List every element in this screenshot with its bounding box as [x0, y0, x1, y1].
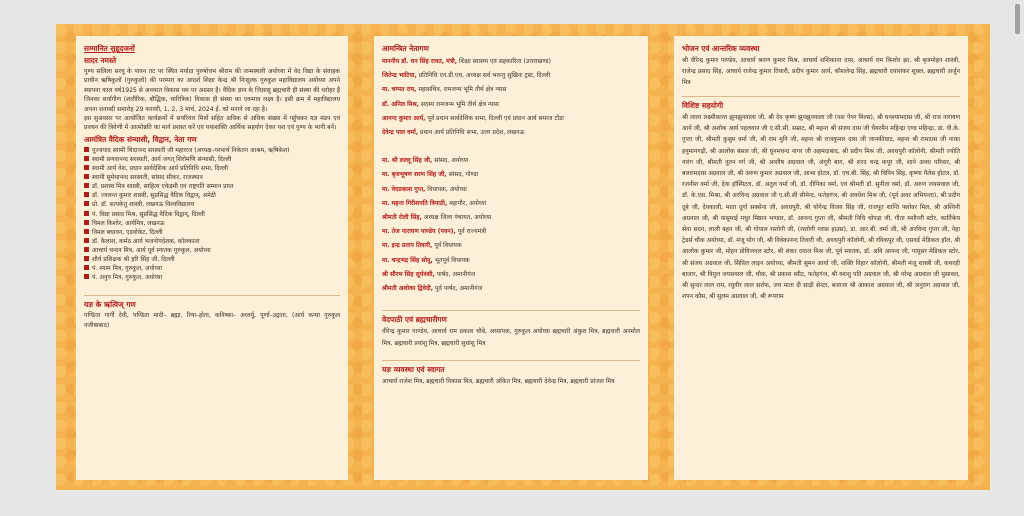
bullet-icon [84, 274, 89, 279]
yajna-arrangement-heading: यज्ञ व्यवस्था एवं स्वागत [382, 365, 445, 375]
leader-item [382, 225, 640, 239]
bullet-icon [84, 211, 89, 216]
guest-item: शौर्य प्रशिक्षक श्री हरि सिंह जी, दिल्ली [84, 255, 340, 264]
guests-heading: आमंत्रित वैदिक संन्यासी, विद्वान, नेता गण [84, 134, 197, 144]
divider [682, 96, 960, 97]
leader-item [382, 268, 640, 282]
bullet-icon [84, 238, 89, 243]
bullet-icon [84, 256, 89, 261]
divider [382, 360, 640, 361]
leader-role: पूर्व पार्षद, अमानीगंज [433, 285, 483, 293]
salutation: सादर नमस्ते [84, 56, 117, 65]
leader-name: मा. तेज नारायण पाण्डेय (पवन), [382, 228, 456, 236]
leader-name: देवेन्द्र पाल वर्मा, [382, 129, 419, 137]
bullet-icon [84, 201, 89, 206]
intro-paragraph-2: इस सुअवसर पर आयोजित कार्यक्रमों में सपरिवार मित्रों सहित अधिक से अधिक संख्या में पहुँचकर यज्ञ मंडप एवं प्रवचन की त्रिवेणी में आत्मोन्नति का मार्ग प्रशस्त करें एवं यथाशक्ति आर्थिक सहयोग देकर यश एवं पुण्य के भागी बनें। [84, 115, 340, 132]
leader-role: सांसद, गोण्डा [446, 171, 479, 179]
bullet-icon [84, 156, 89, 161]
bullet-icon [84, 229, 89, 234]
leader-name: मा. श्री लल्लू सिंह जी, [382, 157, 433, 165]
leader-item [382, 55, 640, 69]
leader-name: मा. वेदप्रकाश गुप्त, [382, 185, 426, 193]
yajna-priests-text: पण्डिता गार्गी देवी, पण्डिता मादी– ब्रह्मा, रिया–होता, कनिष्का– अध्वर्यु, पूर्णा–उद्गाता, (आर्य कन्या गुरुकुल नजीबाबाद) [84, 312, 340, 329]
divider [84, 295, 340, 296]
leaders-list-2 [382, 154, 640, 296]
greeting-heading: सम्मानित सुहृदजनों [84, 44, 135, 53]
leader-role: भूतपूर्व विधायक [432, 256, 470, 264]
leader-role: महापौर, अयोध्या [447, 199, 487, 207]
leader-item [382, 211, 640, 225]
leader-role: सदस्य रामजन्म भूमि तीर्थ क्षेत्र न्यास [419, 100, 499, 108]
guest-item: पं. श्याम मित्र, गुरुकुल, अयोध्या [84, 264, 340, 273]
guest-item: स्वामी आर्य वेश, प्रधान सार्वदेशिक आर्य प्रतिनिधि सभा, दिल्ली [84, 164, 340, 173]
leader-role: अध्यक्ष जिला पंचायत, अयोध्या [421, 214, 492, 222]
leader-role: प्रधान आर्य प्रतिनिधि सभा, उत्तर प्रदेश, लखनऊ [418, 129, 525, 137]
vedpath-heading: वेदपाठी एवं ब्रह्मचारीगण [382, 315, 447, 325]
leader-role: विधायक, अयोध्या [425, 185, 467, 193]
yajna-arrangement-text: आचार्य राजेश मित्र, ब्रह्मचारी विकास मित्र, ब्रह्मचारी अंकित मित्र, ब्रह्मचारी देवेन्द्र मित्र, ब्रह्मचारी प्रांजल मित्र [382, 378, 615, 386]
vedpath-text: वीरेन्द्र कुमार पाण्डेय, आचार्य राम प्रकाश चौबे, अध्यापक, गुरुकुल अयोध्या ब्रह्मचारी अंकुश मित्र, ब्रह्मचारी अनमोल मित्र, ब्रह्मचारी प्रयांशु मित्र, ब्रह्मचारी सुधांशु मित्र [382, 328, 640, 348]
divider [382, 310, 640, 311]
leader-item [382, 98, 640, 112]
leader-name: मा. बृजभूषण शरण सिंह जी, [382, 171, 447, 179]
leader-name: श्रीमती रोली सिंह, [382, 214, 422, 222]
leader-role: पूर्व विधायक [432, 242, 462, 250]
bullet-icon [84, 192, 89, 197]
leader-name: श्री सौरभ सिंह सूर्यवंशी, [382, 270, 435, 278]
guest-item: डॉ. प्रशस्य मित्र शास्त्री, साहित्य एकेडमी एवं राष्ट्रपति सम्मान प्राप्त [84, 182, 340, 191]
leader-item [382, 126, 640, 140]
bullet-icon [84, 147, 89, 152]
bullet-icon [84, 165, 89, 170]
brochure-sheet [56, 24, 990, 490]
bhojan-heading: भोजन एवं आन्तरिक व्यवस्था [682, 44, 760, 53]
leader-item [382, 83, 640, 97]
leader-name: मा. महन्त गिरीशपति त्रिपाठी, [382, 199, 448, 207]
leader-role: सांसद, अयोध्या [432, 157, 469, 165]
bullet-icon [84, 265, 89, 270]
leader-name: माननीय डॉ. धन सिंह रावत, मंत्री, [382, 58, 458, 65]
bullet-icon [84, 183, 89, 188]
leader-item [382, 69, 640, 83]
leader-item [382, 168, 640, 182]
leader-name: आनन्द कुमार आर्य, [382, 114, 426, 122]
guest-item: स्वामी प्रणवानन्द सरस्वती, आर्य जगत् शिरोमणि संन्यासी, दिल्ली [84, 155, 340, 164]
leader-item [382, 183, 640, 197]
bullet-icon [84, 220, 89, 225]
leader-item [382, 197, 640, 211]
leaders-list-1 [382, 55, 640, 140]
panel-left [76, 36, 348, 480]
leader-item [382, 282, 640, 296]
leader-role: पूर्व राज्यमंत्री [455, 228, 487, 236]
sahyogi-heading: विशिष्ट सहयोगी [682, 101, 724, 110]
guest-item: विमल बधावन, एडवोकेट, दिल्ली [84, 228, 340, 237]
yajna-priests-heading: यज्ञ के ऋत्विज् गण [84, 300, 136, 310]
leaders-heading: आमन्त्रित नेतागण [382, 44, 429, 53]
leader-role: पार्षद, अमानीगंज [434, 270, 476, 278]
intro-paragraph: पुण्य सलिला सरयू के पावन तट पर स्थित मर्यादा पुरुषोत्तम श्रीराम की जन्मस्थली अयोध्या में वेद विद्या के संवाहक प्राचीन ऋषिकुलों (गुरुकुलों) की परम्परा का आदर्श शिक्षा केन्द्र श्री निःशुल्क गुरुकुल महाविद्यालय अयोध्या अपने स्थापना काल वर्ष1925 से अनवरत विकास पथ पर अग्रसर है। वैदिक ज्ञान के जिज्ञासु ब्रह्मचारी ही संस्था की धरोहर हैं जिनका सर्वांगीण (शारीरिक, बौद्धिक, चारित्रिक) विकास ही संस्था का एकमात्र लक्ष्य है। इसी क्रम में महाविद्यालय अपना शताब्दी समारोह 29 फरवरी, 1, 2, 3 मार्च, 2024 ई. को मनाने जा रहा है। [84, 68, 340, 113]
guest-item: प्रो. डॉ. सत्यकेतु शास्त्री, लखनऊ विश्वविद्यालय [84, 200, 340, 209]
guest-item: पं. विद्या प्रसाद मिश्र, सुप्रसिद्ध वैदिक विद्वान्, दिल्ली [84, 210, 340, 219]
leader-name: जितेन्द्र भाटिया, [382, 72, 417, 80]
guest-item: डॉ. कैलाश, कर्मठ आर्य भजनोपदेशक, कोलकाता [84, 237, 340, 246]
guest-item: पं. अनुप मित्र, गुरुकुल, अयोध्या [84, 273, 340, 282]
leader-name: मा. चम्पत राय, [382, 86, 417, 94]
scrollbar[interactable] [1015, 4, 1020, 34]
panel-right [674, 36, 968, 480]
leader-role: महासचिव, रामजन्म भूमि तीर्थ क्षेत्र न्यास [416, 86, 507, 94]
guest-item: आचार्य चन्दन मित्र, आर्य पूर्व स्नातक गुरुकुल, अयोध्या [84, 246, 340, 255]
bullet-icon [84, 174, 89, 179]
leader-item [382, 254, 640, 268]
guest-item: विमल किशोर, आर्यमित्र, लखनऊ [84, 219, 340, 228]
guest-item: स्वामी सुमेधानन्द सरस्वती, सांसद सीकर, राजस्थान [84, 173, 340, 182]
leader-item [382, 154, 640, 168]
leader-item [382, 239, 640, 253]
leader-role: पूर्व प्रधान सार्वदेशिक सभा, दिल्ली एवं प्रधान आर्य समाज टोंडा [425, 114, 564, 122]
guest-item: पूज्यपाद स्वामी चिदानन्द सरस्वती जी महाराज (अध्यक्ष–परमार्थ निकेतन आश्रम, ऋषिकेश) [84, 146, 340, 155]
panel-middle [374, 36, 648, 480]
leader-name: डॉ. अनिल मिश्र, [382, 100, 419, 108]
leader-role: शिक्षा स्वास्थ्य एवं सहकारिता (उत्तराखण्ड) [457, 58, 551, 65]
leader-name: मा. चन्द्रभद्र सिंह सोनू, [382, 256, 433, 264]
bullet-icon [84, 247, 89, 252]
leader-item [382, 112, 640, 126]
leader-name: श्रीमती अशोका द्विवेदी, [382, 285, 434, 293]
guest-item: डॉ. ज्वलन्त कुमार शास्त्री, सुप्रसिद्ध वैदिक विद्वान्, अमेठी [84, 191, 340, 200]
leader-role: प्रतिनिधि एन.डी.एच, अध्यक्ष सर्व भवन्तु सुखिनः ट्रस्ट, दिल्ली [416, 72, 551, 80]
guest-list [84, 146, 340, 282]
leader-name: मा. इन्द्र प्रताप तिवारी, [382, 242, 433, 250]
sahyogi-text: श्री लाला लक्ष्मीकान्त झुनझुनवाला जी, श्री देव कृष्ण झुनझुनवाला जी (यश पेपर मिल्स), श्री घनश्यामदास जी, श्री राज नारायण आर्य जी, श्री अशोक आर्य पहलवान जी ए.सी.सी. सम्राट, श्री महन्त श्री संजय दास जी चैयरमैन महिन्द्रा एण्ड महिन्द्रा, डा. वी.के. गुप्ता जी, श्रीमती कुसुम वर्मा जी, श्री राम मुनि जी, महन्त श्री राजकुमार दास जी जानकीघाट, महन्त श्री रामदास जी नाका हनुमानगढ़ी, श्री आलोक बंसल जी, श्री घुनमचन्द नागर जी अहमदाबाद, श्री प्रदीप मिश्र जी, अवधपुरी कॉलोनी, श्रीमती ज्योति नारंग जी, श्रीमती नूतन गर्ग जी, श्री आशीष अग्रवाल जी, अंगूरी बाग, श्री शरद चन्द्र कपूर जी, शाने अवध परिवार, श्री बलरामदास अग्रवाल जी, श्री अरुण कुमार अग्रवाल जी, आभा होटल, डॉ. एच.बी. सिंह, श्री विपिन सिंह, कृष्णा पैलेस होटल, डॉ. रजनीश वर्मा जी, देवा हॉस्पिटल, डॉ. अतुल वर्मा जी, डॉ. दीपिका वर्मा, एवं श्रीमती डॉ. सुनीता वर्मा, डॉ. अरुण जयसवाल जी, डॉ. के.एस. मिश्रा, श्री अरविन्द अग्रवाल जी ए.सी.सी सीमेन्ट, फतेहगंज, श्री अवधेश मिश्र जी, (पूर्व अवर अभियन्ता), श्री प्रदीप दूबे जी, देवकाली, माता दुर्गा सक्सेना जी, अवधपुरी, श्री योगेन्द्र विजय सिंह जी, राजपूत शान्ति फ्लोवर मिल, श्री अश्विनी अग्रवाल जी, श्री वासुमाई मधुर मिष्ठान भण्डार, डॉ. आनन्द गुप्ता जी, श्रीमती निधि चोपड़ा जी, गीता मशीनरी स्टोर, कार्तिकेय सेवा सदन, लाली बहन जी, श्री गोपाल रस्तोगी जी, (रस्तोगी ग्लास हाउस), डा. आर.बी. वर्मा जी, श्री अरविन्द गुप्ता जी, नेहा ट्रेडर्स चौक अयोध्या, डॉ. मंजू योग जी, श्री विवेकानन्द तिवारी जी, अवधपुरी कॉलोनी, श्री रविकपूर जी, एसवर्ड मेडिकल हॉल, श्री आलोक कुमार जी, मोहन प्रोविजनल स्टोर, श्री शंकर दयाल मिश्र जी, पूर्व स्नातक, डॉ. अवि आनन्द जी, पायुसर मेडिकल स्टोर, श्री संजय अग्रवाल जी, सिविल लाइन अयोध्या, श्रीमती सुमन आर्या जी, शक्ति विहार कॉलोनी, श्रीमती मंजू शास्त्री जी, कथरही बाजार, श्री विपुल जयसवाल जी, चौक, श्री प्रकाश स्वीट, फतेहगंज, श्री यशशु पति अग्रवाल जी, श्री नरेन्द्र अग्रवाल जी मुसावल, श्री सुन्दर लाल राम, रघुवीर लाल सर्राफ, जय माता दी साड़ी सेन्टर, बजाजा श्री आकाश अग्रवाल जी, श्री अनुराग अग्रवाल जी, शपन कौस, श्री सुलम अग्रवाल जी, श्री रूपराम [682, 114, 960, 301]
bhojan-text: श्री वीरेन्द्र कुमार पाण्डेय, आचार्य श्रवण कुमार मिश्र, आचार्य शशिकान्त दास, आचार्य राम किशोर झा, श्री बृजमोहन शास्त्री, राजेन्द्र प्रसाद सिंह, आचार्य राजेन्द्र कुमार तिवारी, प्रदीप कुमार आर्य, कौशलेन्द्र सिंह, ब्रह्मचारी दयाशंकर शुक्ल, ब्रह्मचारी अर्जुन मित्र [682, 57, 960, 86]
